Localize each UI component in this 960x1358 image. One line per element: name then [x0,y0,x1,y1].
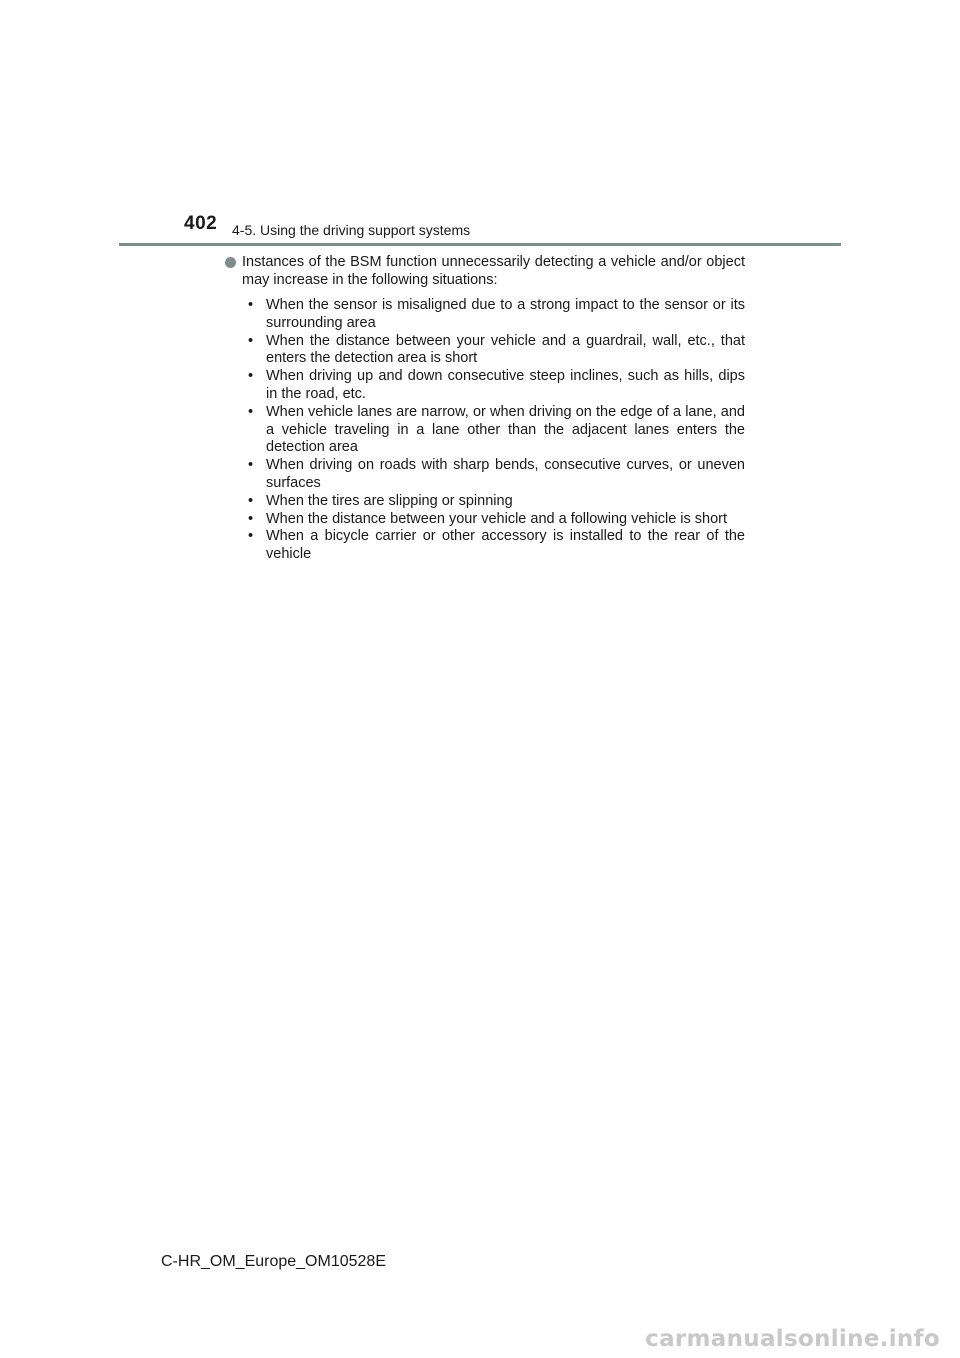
list-item [242,493,745,511]
dot-bullet-icon: • [248,528,254,545]
dot-bullet-icon: • [248,492,254,509]
bullet-block [225,253,745,564]
list-item [242,528,745,564]
situation-list [242,297,745,564]
list-item-text: When a bicycle carrier or other accessory is installed to the rear of the vehicle [266,528,745,563]
dot-bullet-icon: • [248,403,254,420]
list-item-text: When the sensor is misaligned due to a strong impact to the sensor or its surrounding area [266,297,745,331]
list-item [242,457,745,493]
list-item-text: When driving on roads with sharp bends, consecutive curves, or uneven surfaces [266,457,745,491]
list-item [242,333,745,369]
manual-code: C-HR_OM_Europe_OM10528E [161,1253,386,1270]
list-item [242,297,745,333]
list-item-text: When vehicle lanes are narrow, or when driving on the edge of a lane, and a vehicle traveling in a lane other than the adjacent lanes enters the detection area [266,403,745,456]
list-item [242,404,745,457]
list-item [242,368,745,404]
dot-bullet-icon: • [248,297,254,313]
list-item [242,511,745,529]
bullet-intro-text: Instances of the BSM function unnecessarily detecting a vehicle and/or object may increase in the following situations: [242,254,745,288]
dot-bullet-icon: • [248,510,254,527]
list-item-text: When the distance between your vehicle and a guardrail, wall, etc., that enters the detection area is short [266,332,745,367]
dot-bullet-icon: • [248,332,254,349]
page-number: 402 [184,213,218,234]
header-divider [119,243,841,246]
watermark: carmanualsonline.info [645,1326,940,1352]
list-item-text: When driving up and down consecutive steep inclines, such as hills, dips in the road, etc. [266,368,745,402]
list-item-text: When the tires are slipping or spinning [266,492,513,509]
list-item-text: When the distance between your vehicle and a following vehicle is short [266,510,728,527]
section-title: 4-5. Using the driving support systems [232,222,471,238]
dot-bullet-icon: • [248,368,254,385]
circle-bullet-icon [225,257,236,268]
dot-bullet-icon: • [248,457,254,474]
